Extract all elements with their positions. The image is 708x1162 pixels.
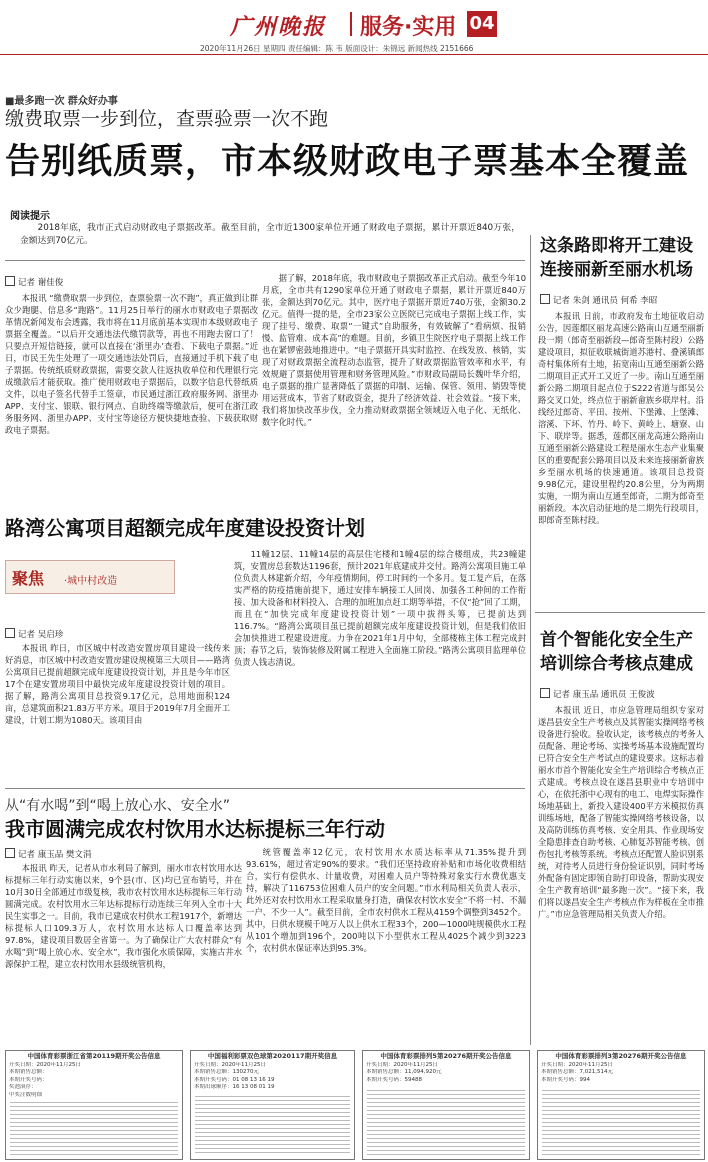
lottery-notice-1 (5, 1050, 183, 1160)
story2-byline: 记者 吴启珍 (5, 628, 63, 640)
notice-line: 本期销售总额： (9, 1069, 48, 1075)
side1-headline: 这条路即将开工建设 连接丽新至丽水机场 (540, 236, 693, 280)
notice-table-area (10, 1099, 178, 1155)
notice-table-area (195, 1093, 350, 1155)
notice-line: 中奖注数明细 (9, 1091, 43, 1098)
notice-table-area (542, 1087, 700, 1155)
notice-line: 本期开奖号码：59488 (366, 1076, 422, 1083)
notice-line: 开奖日期：2020年11月25日 (366, 1061, 438, 1068)
story3-column-2: 统管覆盖率12亿元，农村饮用水水质达标率从71.35%提升到93.61%，超过省定90%的要求。“我们还坚持政府补贴和市场化收费相结合，实行有偿供水、计量收费，对困难人员户等特殊对象实行水费优惠支持，解决了116753位困难人员户的安全问题。”市水利局相关负责人表示，此外还对农村饮用水工程采取量身打造，确保农村饮水安全“不将一村、不漏一户、不少一人”。截至目前，全市农村供水工程从4159个调整到3452个。其中，日供水规模千吨万人以上供水工程33个，200—1000吨规模供水工程从101个增加到196个，200吨以下小型供水工程从4025个减少到3223个，农村供水保证率达到95.3%。 (246, 847, 526, 953)
story2-column-1: 本报讯 昨日，市区城中村改造安置房项目建设一线传来好消息，市区城中村改造安置房建设规模第三大项目——路湾公寓项目已提前超额完成年度建设投资计划，并且是今年市区17个在建安置房项目中最快完成年度建设投资计划的项目。据了解，路湾公寓项目总投资9.17亿元，总用地面积124亩，总建筑面积21.83万平方米。项目于2019年7月全面开工建设，计划工期为1080天。该项目由 (5, 643, 230, 725)
notice-line: 本期出球顺序：16 13 08 01 19 (194, 1084, 275, 1090)
masthead-info: 2020年11月26日 星期四 责任编辑：陈 韦 版面设计：朱锦远 新闻热线 2151666 (200, 44, 474, 53)
lead-paragraph: 2018年底，我市正式启动财政电子票据改革。截至目前，全市近1300家单位开通了财政电子票据，累计开票近840万张，金额达到70亿元。 (20, 223, 520, 246)
story3-headline: 我市圆满完成农村饮用水达标提标三年行动 (5, 817, 385, 841)
notice-title: 中国体育彩票排列3第20276期开奖公告信息 (555, 1052, 687, 1060)
masthead-rule (0, 54, 708, 55)
main-column-2: 据了解，2018年底，我市财政电子票据改革正式启动。截至今年10月底，全市共有1290家单位开通了财政电子票据，累计开票近840万张，金额达到70亿元。其中，医疗电子票据开票近740万张，金额30.2亿元。值得一提的是，全市23家公立医院已完成电子票据上线工作，实现了挂号、缴费、取票“一键式”自助服务，有效破解了“看病烦、报销慢、监管难、成本高”的难题。目前，乡镇卫生院医疗电子票据上线工作也在紧锣密鼓地推进中。“电子票据开具实时监控、在线发放、核销，实现了对财政票据全流程动态监管，提升了财政票据监管效率和水平，有效规避了票据使用管理和财务管理风险。”市财政局副局长魏叶华介绍，电子票据的推广显著降低了票据的印制、运输、保管、领用、销毁等使用运营成本，节省了财政资金，提升了经济效益、社会效益。“接下来，我们将加快改革步伐，全力推动财政票据全领域迈入电子化、无纸化、数字化时代。” (262, 273, 526, 427)
notice-line: 本期开奖号码：994 (541, 1076, 590, 1083)
divider (535, 612, 705, 613)
badge-subtitle: ·城中村改造 (64, 576, 118, 587)
main-column-1: 本报讯 “缴费取票一步到位，查票验票一次不跑”，真正做到让群众少跑腿、信息多“跑路”。11月25日举行的丽水市财政电子票据改革情况新闻发布会透露，我市将在11月底前基本实现市本级财政电子票据全覆盖。“以后开交通违法代缴罚款等，再也不用跑去窗口了！只要点开短信链接，就可以直接在‘浙里办’查看、下载电子票据。”近日，市民王先生处理了一项交通违法处罚后，直接通过手机下载了电子票据。传统纸质财政票据，需要交款人往返执收单位和代理银行完成缴款后才能获取。推广使用财政电子票据后，以数字信息代替纸质文件，以电子签名代替手工签章，市民通过浙江政府服务网、浙里办APP、支付宝、银联、银行网点、自助终端等缴款后，便可在浙江政务服务网、浙里办APP、支付宝等途径方便快捷地查验、下载获取财政电子票据。 (5, 293, 258, 435)
feature-badge (5, 560, 175, 594)
main-subtitle: 缴费取票一步到位，查票验票一次不跑 (5, 108, 329, 130)
notice-line: 本期销售总额：11,094,920元 (366, 1069, 442, 1075)
notice-line: 开奖日期：2020年11月25日 (194, 1061, 266, 1068)
section-title: 服务·实用 (360, 15, 457, 40)
side1-body: 本报讯 日前，市政府发布土地征收启动公告，因莲都区丽龙高速公路南山互通至丽新段一期（郎奇至丽新段—郎奇至陈村段）公路建设项目，拟征收联城街道苏港村、叠溪镇郎奇村集体所有土地，拓宽南山互通至丽新公路二期项目正式开工又近了一步。南山互通至丽新公路二期项目起点位于S222省道与郎吴公路交叉口处，终点位于丽新畲族乡联岸村。沿线经过郎奇、平田、按州、下堡滩、上堡滩、溶溪、下坏、竹丹、岭下、黄岭上、塘寮、山下、联岸等。据悉，莲都区丽龙高速公路南山互通至丽新公路建设工程是丽水生态产业集聚区的重要配套公路项目以及未来连接丽新畲族乡至丽水机场的快速通道。该项目总投资9.98亿元，建设里程约20.8公里，分为两期实施，一期为南山互通至郎奇，二期为郎奇至丽新段。本次启动征地的是二期先行段项目，即郎奇至陈村段。 (538, 311, 704, 525)
notice-line: 本期销售总额：7,021,514元 (541, 1069, 613, 1075)
column-divider (530, 235, 531, 1045)
page-number: 04 (467, 11, 497, 37)
main-headline: 告别纸质票，市本级财政电子票基本全覆盖 (5, 142, 690, 182)
story2-column-2: 11幢12层、11幢14层的高层住宅楼和1幢4层的综合楼组成，共23幢建筑，安置房总套数达1196套，预计2021年底建成并交付。路湾公寓项目施工单位负责人林建新介绍，今年疫情期间，停工时间约一个多月。复工复产后，在落实严格的防疫措施前提下，通过安排车辆接工人回岗、加强各工种间的工作衔接、加大设备和材料投入、合理的加班加点赶工期等举措，不仅“抢”回了工期，而且在“加快完成年度建设投资计划”一项中拔得头筹，已提前达到116.7%。“路湾公寓项目虽已提前超额完成年度建设投资计划，但是我们依旧会加快推进工程建设进度。力争在2021年1月中旬，全部楼栋主体工程完成封顶；春节之后，装饰装修及附属工程进入全面施工阶段。”路湾公寓项目监理单位负责人钱志清说。 (234, 549, 526, 667)
notice-line: 本期开奖号码： (9, 1076, 48, 1083)
side1-byline: 记者 朱剑 通讯员 何希 李昭 (540, 294, 657, 306)
notice-title: 中国体育彩票浙江省第20119期开奖公告信息 (27, 1052, 161, 1060)
story2-headline: 路湾公寓项目超额完成年度建设投资计划 (5, 516, 365, 540)
story3-kicker: 从“有水喝”到“喝上放心水、安全水” (5, 798, 231, 814)
notice-line: 开奖日期：2020年11月25日 (541, 1061, 613, 1068)
divider (5, 260, 525, 261)
notice-table-area (367, 1087, 525, 1155)
story3-byline: 记者 康玉品 樊文涓 (5, 848, 91, 860)
badge-title: 聚焦 (12, 569, 45, 588)
notice-line: 本期开奖号码：01 08 13 16 19 (194, 1076, 275, 1083)
masthead-divider (350, 12, 352, 36)
newspaper-logo: 广州晚报 (230, 14, 327, 40)
divider (5, 788, 525, 789)
notice-line: 奖池滚存： (9, 1084, 37, 1090)
masthead (0, 0, 708, 56)
side2-body: 本报讯 近日，市应急管理局组织专家对遂昌县安全生产考核点及其智能实操网络考核设备进行验收。验收认定，该考核点的考务人员配备、理论考场、实操考场基本设施配置均已符合安全生产考试点的建设要求。这标志着丽水市首个智能化安全生产培训综合考核点正式建成。考核点设在遂昌县职业中专培训中心，在依托浙中心现有的电工、电焊实际操作场地基础上，新投入建设400平方米模拟仿真训练场地，配备了智能实操网络考核设备，以及高防训练仿真考核、安全用具、作业现场安全隐患排查自助考核、心肺复苏智能考核、创伤包扎考核等系统。考核点还配置人脸识别系统，对待考人员进行身份验证识别，同时考场外配备有固定即领自助打印设备，帮助实现安全生产教育培训“最多跑一次”。“接下来，我们将以遂昌安全生产考核点作为样板在全市推广。”市应急管理局相关负责人介绍。 (538, 705, 704, 919)
notice-line: 本期销售总额：130270元 (194, 1069, 259, 1075)
lottery-notice-4 (537, 1050, 705, 1160)
side2-headline: 首个智能化安全生产 培训综合考核点建成 (540, 630, 693, 674)
side2-byline: 记者 康玉品 通讯员 王俊波 (540, 688, 655, 700)
lottery-notice-2 (190, 1050, 355, 1160)
lead-label: 阅读提示 (10, 211, 50, 222)
story3-column-1: 本报讯 昨天，记者从市水利局了解到，丽水市农村饮用水达标提标三年行动实施以来，9个县(市、区)均已宣布销号，并在10月30日全部通过市级复核，我市农村饮用水达标提标三年行动圆满完成。农村饮用水三年达标提标行动连续三年列入全市十大民生实事之一。目前，我市已建成农村供水工程1917个，新增达标提标人口109.3万人，农村饮用水达标人口覆盖率达到97.8%，建设项目数居全省第一。为了确保让广大农村群众“有水喝”到“喝上放心水、安全水”，我市强化水质保障，实施古井水源保护工程，建立农村饮用水县级统管机构， (5, 863, 242, 969)
main-byline: 记者 谢佳俊 (5, 276, 63, 288)
notice-line: 开奖日期：2020年11月25日 (9, 1061, 81, 1068)
main-kicker: ■最多跑一次 群众好办事 (5, 96, 118, 107)
notice-title: 中国福利彩票双色球第2020117期开奖信息 (207, 1052, 338, 1060)
lottery-notice-3 (362, 1050, 530, 1160)
notice-title: 中国体育彩票排列5第20276期开奖公告信息 (380, 1052, 512, 1060)
